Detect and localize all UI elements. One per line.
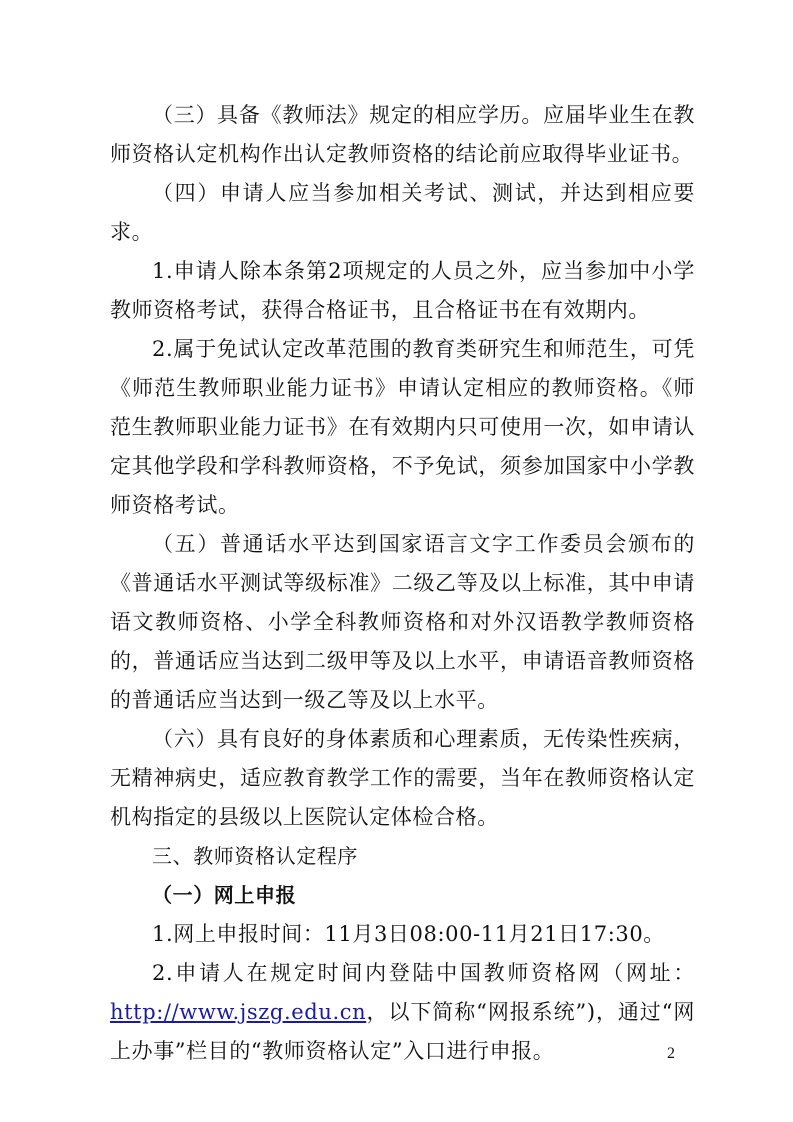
procedure-suffix: ，以下简称“网报系统”)，通过“网上办事”栏目的“教师资格认定”入口进行申报。 <box>110 1000 695 1063</box>
paragraph-mandarin-requirement: （五）普通话水平达到国家语言文字工作委员会颁布的《普通话水平测试等级标准》二级乙等及以上标准，其中申请语文教师资格、小学全科教师资格和对外汉语教学教师资格的，普通话应当达到二级甲等及以上水平，申请语音教师资格的普通话应当达到一级乙等及以上水平。 <box>110 532 695 712</box>
section-heading: 三、教师资格认定程序 <box>152 844 358 868</box>
page-number: 2 <box>667 1045 675 1062</box>
procedure-prefix: 2.申请人在规定时间内登陆中国教师资格网（网址： <box>152 961 695 985</box>
paragraph-qualification-education: （三）具备《教师法》规定的相应学历。应届毕业生在教师资格认定机构作出认定教师资格的结论前应取得毕业证书。 <box>110 103 695 166</box>
paragraph-health-requirement: （六）具有良好的身体素质和心理素质，无传染性疾病，无精神病史，适应教育教学工作的需要，当年在教师资格认定机构指定的县级以上医院认定体检合格。 <box>110 727 695 829</box>
jszg-website-link[interactable]: http://www.jszg.edu.cn <box>110 1000 367 1024</box>
paragraph-exam-item-1: 1.申请人除本条第2项规定的人员之外，应当参加中小学教师资格考试，获得合格证书，且合格证书在有效期内。 <box>110 259 695 322</box>
subsection-heading: （一）网上申报 <box>152 883 297 907</box>
paragraph-exam-item-2: 2.属于免试认定改革范围的教育类研究生和师范生，可凭《师范生教师职业能力证书》申请认定相应的教师资格。《师范生教师职业能力证书》在有效期内只可使用一次，如申请认定其他学段和学科教师资格，不予免试，须参加国家中小学教师资格考试。 <box>110 337 695 517</box>
paragraph-exam-requirement: （四）申请人应当参加相关考试、测试，并达到相应要求。 <box>110 181 695 244</box>
document-body <box>110 96 695 1071</box>
paragraph-online-procedure <box>110 954 695 1071</box>
paragraph-online-time: 1.网上申报时间：11月3日08:00-11月21日17:30。 <box>152 922 665 946</box>
